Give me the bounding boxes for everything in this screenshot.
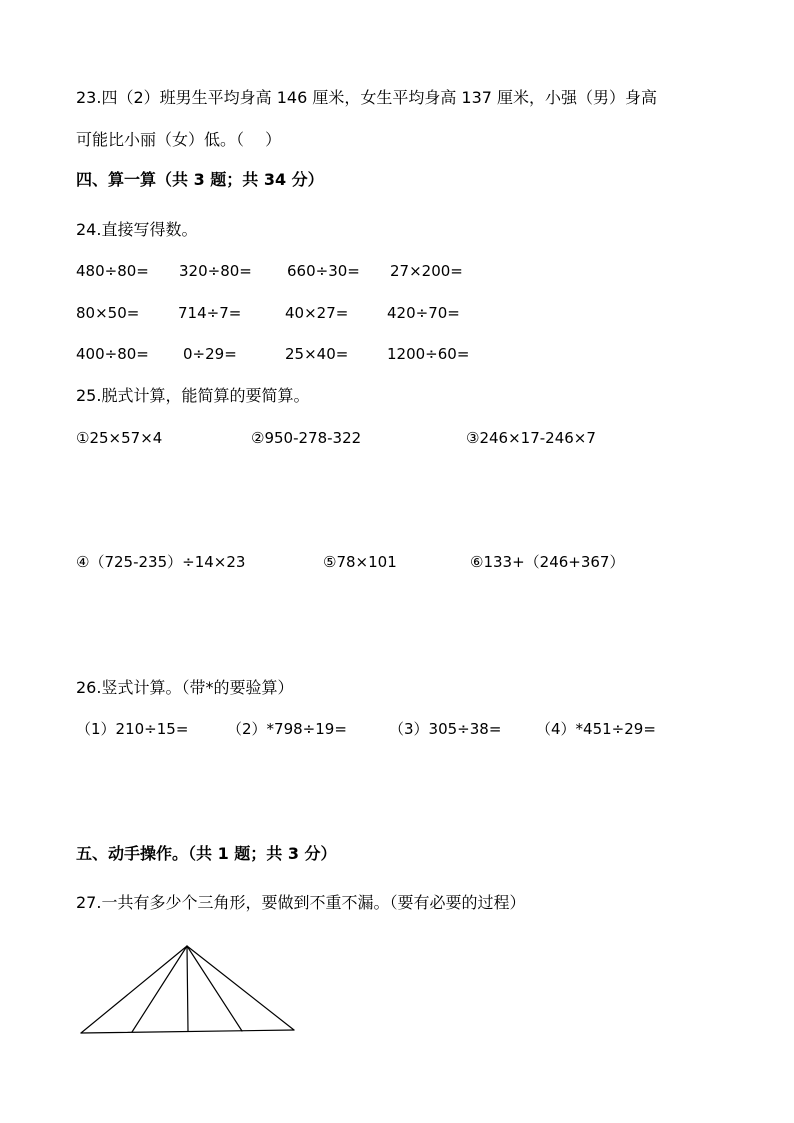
q24-item: 27×200= bbox=[390, 262, 463, 280]
q25-title: 25.脱式计算，能简算的要简算。 bbox=[76, 386, 310, 405]
q24-item: 0÷29= bbox=[183, 345, 237, 363]
q24-item: 480÷80= bbox=[76, 262, 149, 280]
q23-line2: 可能比小丽（女）低。（ ） bbox=[76, 130, 282, 149]
triangle-inner-line-3 bbox=[187, 946, 242, 1031]
q24-title: 24.直接写得数。 bbox=[76, 220, 198, 239]
q24-item: 40×27= bbox=[285, 304, 349, 322]
q24-item: 420÷70= bbox=[387, 304, 460, 322]
q24-item: 660÷30= bbox=[287, 262, 360, 280]
q24-item: 400÷80= bbox=[76, 345, 149, 363]
q25-item: ⑥133+（246+367） bbox=[470, 553, 625, 571]
q25-item: ②950-278-322 bbox=[251, 429, 362, 447]
q27-title: 27.一共有多少个三角形，要做到不重不漏。（要有必要的过程） bbox=[76, 893, 526, 912]
q26-title: 26.竖式计算。（带*的要验算） bbox=[76, 678, 294, 697]
q26-item: （2）*798÷19= bbox=[227, 720, 347, 738]
q24-item: 80×50= bbox=[76, 304, 140, 322]
q26-item: （1）210÷15= bbox=[76, 720, 189, 738]
triangle-left-side bbox=[81, 946, 187, 1033]
q25-item: ①25×57×4 bbox=[76, 429, 163, 447]
triangle-inner-line-1 bbox=[132, 946, 187, 1032]
triangle-inner-line-2 bbox=[187, 946, 188, 1031]
q26-item: （4）*451÷29= bbox=[536, 720, 656, 738]
section4-title: 四、算一算（共 3 题；共 34 分） bbox=[76, 170, 324, 189]
triangle-right-side bbox=[187, 946, 294, 1030]
q25-item: ③246×17-246×7 bbox=[466, 429, 596, 447]
q24-item: 1200÷60= bbox=[387, 345, 470, 363]
q24-item: 25×40= bbox=[285, 345, 349, 363]
q24-item: 714÷7= bbox=[178, 304, 242, 322]
q23-line1: 23.四（2）班男生平均身高 146 厘米，女生平均身高 137 厘米，小强（男）身高 bbox=[76, 88, 658, 107]
q24-item: 320÷80= bbox=[179, 262, 252, 280]
q26-item: （3）305÷38= bbox=[389, 720, 502, 738]
q25-item: ④（725-235）÷14×23 bbox=[76, 553, 246, 571]
section5-title: 五、动手操作。（共 1 题；共 3 分） bbox=[76, 844, 337, 863]
q25-item: ⑤78×101 bbox=[323, 553, 397, 571]
